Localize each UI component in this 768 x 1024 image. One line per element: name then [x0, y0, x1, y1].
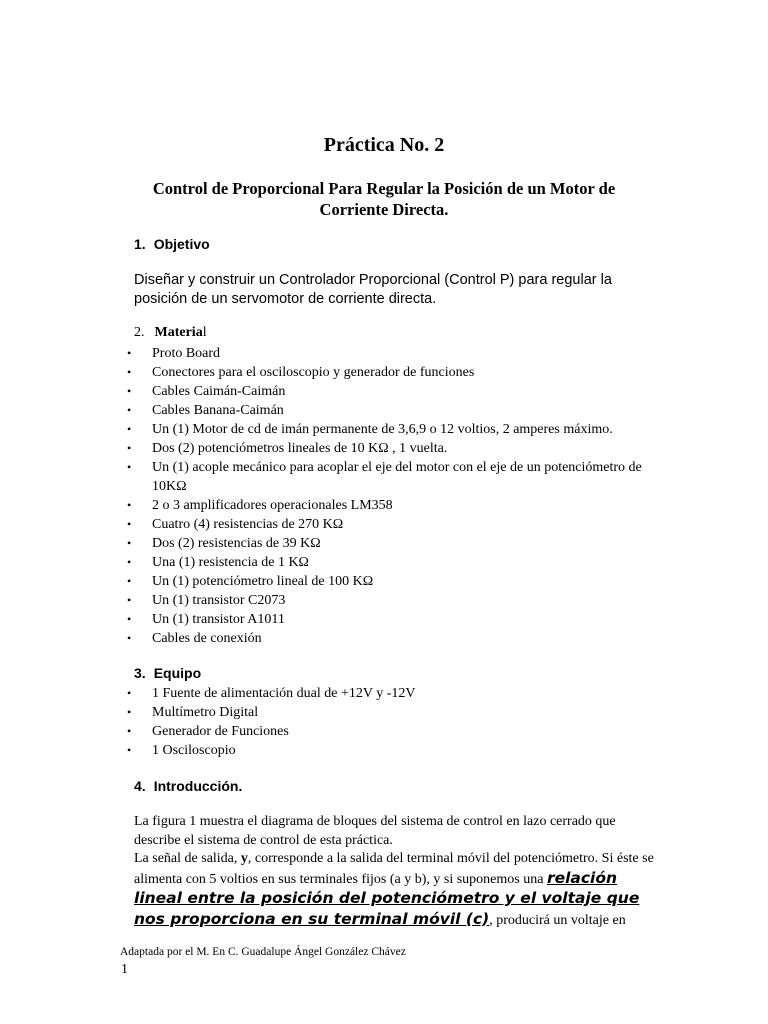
- emphasized-text: relación lineal entre la posición del potenciómetro y el voltaje que nos proporciona en su terminal móvil (c): [134, 868, 640, 928]
- bullet-icon: •: [127, 536, 132, 550]
- list-item: • 1 Osciloscopio: [127, 743, 236, 758]
- section-label: Equipo: [153, 665, 202, 681]
- section-heading-introduccion: [134, 778, 242, 794]
- list-item: • Multímetro Digital: [127, 705, 259, 720]
- bullet-icon: •: [127, 724, 132, 738]
- list-item: • 1 Fuente de alimentación dual de +12V y -12V: [127, 686, 416, 701]
- list-item: • Cuatro (4) resistencias de 270 KΩ: [127, 517, 344, 532]
- list-item: • Cables Banana-Caimán: [127, 403, 284, 418]
- section-heading-objetivo: [134, 236, 210, 252]
- list-item: • Proto Board: [127, 346, 221, 361]
- bullet-icon: •: [127, 574, 132, 588]
- list-item: • Cables Caimán-Caimán: [127, 384, 286, 399]
- bullet-icon: •: [127, 743, 132, 757]
- page-subtitle: Control de Proporcional Para Regular la Posición de un Motor de Corriente Directa.: [152, 179, 616, 219]
- bullet-icon: •: [127, 441, 132, 455]
- page-footer: Adaptada por el M. En C. Guadalupe Ángel González Chávez: [120, 946, 406, 958]
- bullet-icon: •: [127, 631, 132, 645]
- intro-paragraph: La señal de salida, y, corresponde a la salida del terminal móvil del potenciómetro. Si éste se alimenta con 5 voltios en sus terminales fijos (a y b), y si suponemos una relación lineal entre la posición del potenciómetro y el voltaje que nos proporciona en su terminal móvil (c), producirá un voltaje en: [134, 851, 654, 928]
- equipo-list: [0, 684, 672, 760]
- section-number: 2.: [134, 325, 145, 340]
- bullet-icon: •: [127, 555, 132, 569]
- bullet-icon: •: [127, 365, 132, 379]
- page-title: Práctica No. 2: [323, 134, 445, 156]
- list-item: • Un (1) Motor de cd de imán permanente de 3,6,9 o 12 voltios, 2 amperes máximo.: [127, 422, 613, 437]
- intro-paragraph: La figura 1 muestra el diagrama de bloques del sistema de control en lazo cerrado que describe el sistema de control de esta práctica.: [134, 814, 616, 848]
- section-heading-material: [134, 325, 207, 341]
- bullet-icon: •: [127, 705, 132, 719]
- list-item: • Generador de Funciones: [127, 724, 289, 739]
- bullet-icon: •: [127, 403, 132, 417]
- bullet-icon: •: [127, 498, 132, 512]
- section-label: Introducción.: [153, 778, 243, 794]
- bullet-icon: •: [127, 612, 132, 626]
- list-item: • Un (1) potenciómetro lineal de 100 KΩ: [127, 574, 374, 589]
- list-item: • Una (1) resistencia de 1 KΩ: [127, 555, 309, 570]
- list-item: • Conectores para el osciloscopio y generador de funciones: [127, 365, 475, 380]
- bullet-icon: •: [127, 422, 132, 436]
- list-item: • Un (1) acople mecánico para acoplar el eje del motor con el eje de un potenciómetro de 10KΩ: [127, 460, 642, 494]
- section-label: Objetivo: [153, 236, 210, 252]
- list-item: • Un (1) transistor A1011: [127, 612, 285, 627]
- bullet-icon: •: [127, 593, 132, 607]
- bullet-icon: •: [127, 346, 132, 360]
- bullet-icon: •: [127, 460, 132, 474]
- list-item: • Un (1) transistor C2073: [127, 593, 286, 608]
- list-item: • Dos (2) resistencias de 39 KΩ: [127, 536, 321, 551]
- material-list: [0, 344, 672, 648]
- objective-paragraph: Diseñar y construir un Controlador Proporcional (Control P) para regular la posición de un servomotor de corriente directa.: [134, 272, 612, 307]
- introduction-body: [134, 813, 664, 930]
- page-number: 1: [121, 962, 128, 977]
- section-heading-equipo: [134, 665, 201, 681]
- section-number: 3.: [134, 665, 146, 681]
- section-label: Materia: [154, 325, 203, 340]
- bullet-icon: •: [127, 686, 132, 700]
- output-variable: y: [240, 851, 248, 866]
- section-number: 1.: [134, 236, 146, 252]
- section-label-tail: l: [202, 325, 207, 340]
- section-number: 4.: [134, 778, 146, 794]
- list-item: • 2 o 3 amplificadores operacionales LM358: [127, 498, 393, 513]
- bullet-icon: •: [127, 384, 132, 398]
- bullet-icon: •: [127, 517, 132, 531]
- list-item: • Cables de conexión: [127, 631, 262, 646]
- list-item: • Dos (2) potenciómetros lineales de 10 KΩ , 1 vuelta.: [127, 441, 448, 456]
